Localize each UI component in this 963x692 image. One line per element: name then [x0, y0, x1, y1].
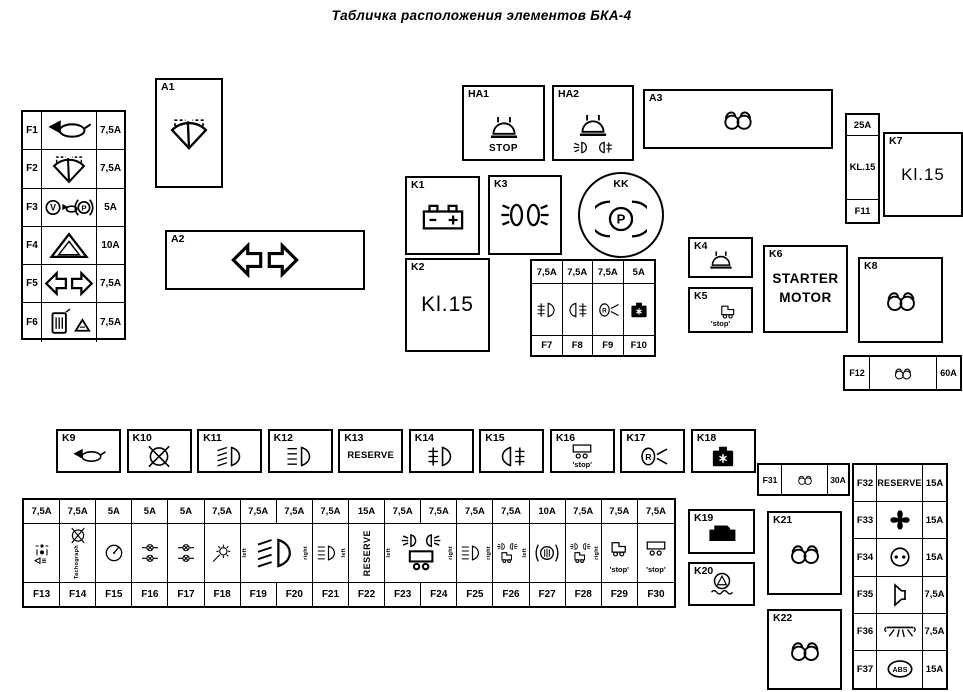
fuse-id-f21: F21 [313, 583, 349, 606]
gauge-icon [98, 530, 130, 576]
fuse-rating-f14: 7,5A [60, 500, 96, 524]
module-a3-label: A3 [649, 92, 663, 104]
fuse-rating-f27: 10A [530, 500, 566, 524]
fuse-icon-cell [241, 524, 313, 583]
fuse-id-f28: F28 [566, 583, 602, 606]
fuse-rating-f7: 7,5A [532, 261, 563, 284]
tacho-circle-icon [63, 527, 93, 544]
retarder-icon [531, 530, 563, 576]
stop-sublabel: 'stop' [646, 565, 666, 575]
module-k21 [767, 511, 842, 595]
relay-k14-label: K14 [414, 432, 434, 444]
fuse-rating-f8: 7,5A [563, 261, 594, 284]
cabin-light-icon [880, 618, 920, 646]
fuse-icon-cell [205, 524, 241, 583]
fuse-rating-f35: 7,5A [923, 577, 946, 614]
fuse-table-f1-f6 [21, 110, 126, 340]
fuse-id-f20: F20 [277, 583, 313, 606]
turn-arrows-icon [215, 237, 315, 283]
right-side-label: right [594, 546, 601, 560]
module-k2 [405, 258, 490, 352]
module-k1-label: K1 [411, 179, 425, 191]
low-beam-icon [209, 444, 251, 469]
battery-icon [416, 198, 470, 234]
crossed-circle-icon [138, 444, 180, 469]
relay-k9 [56, 429, 121, 473]
relay-row-k9-k18 [56, 429, 756, 473]
module-k3 [488, 175, 562, 255]
fuse-id-f30: F30 [647, 589, 665, 600]
turn-arrows-icon [44, 267, 94, 300]
relay-k14 [409, 429, 474, 473]
module-ha2 [552, 85, 634, 161]
fuse-icon-cell [24, 524, 60, 583]
fuse-icon-cell [457, 524, 493, 583]
fuse-id-f2: F2 [23, 150, 42, 188]
fuse-icon-cell [638, 524, 674, 583]
fuse-icon-cell-f10 [624, 284, 655, 336]
reverse-horn-icon [632, 444, 674, 469]
relay-k16 [550, 429, 615, 473]
module-k3-label: K3 [494, 178, 508, 190]
svg-text:P: P [81, 203, 87, 213]
fuse-icon-cell-f33 [877, 502, 923, 539]
fuse-id-f18: F18 [205, 583, 241, 606]
coil-icon [782, 634, 828, 666]
tachograph-label: Tachograph [73, 544, 80, 580]
kl15-text: Kl.15 [901, 164, 945, 184]
fuse-rating-f10: 5A [624, 261, 655, 284]
low-beam-icon [249, 529, 303, 577]
fog-lights-pair-icon [570, 141, 616, 154]
heater-warn-icon [44, 306, 94, 339]
fuse-icon-cell [602, 524, 638, 583]
high-beam-icon [279, 444, 321, 469]
strip-kl15-label: KL.15 [847, 136, 878, 200]
fuse-id-f1: F1 [23, 112, 42, 150]
fuse-id-f36: F36 [854, 614, 877, 651]
module-k7 [883, 132, 963, 217]
svg-text:P: P [616, 211, 626, 227]
fuse-rating-f19: 7,5A [241, 500, 277, 524]
relay-k18-label: K18 [696, 432, 717, 444]
kl15-text: Kl.15 [421, 293, 474, 316]
fuse-icon-cell-f35 [877, 577, 923, 614]
fuse-icon-cell-f6 [42, 303, 97, 341]
fuse-id-f37: F37 [854, 651, 877, 688]
fuse-id-f5: F5 [23, 265, 42, 303]
fuse-rating-f25: 7,5A [457, 500, 493, 524]
svg-text:V: V [50, 202, 56, 213]
stop-sublabel: 'stop' [710, 318, 731, 328]
fuse-rating-f34: 15A [923, 539, 946, 576]
reserve-text: RESERVE [347, 450, 394, 461]
fuse-rating-f15: 5A [96, 500, 132, 524]
lamp-pair-icon [134, 530, 166, 576]
left-side-label: left [386, 548, 393, 558]
trailer-lights-icon [394, 529, 448, 577]
fuse-rating-f37: 15A [925, 663, 944, 675]
wiper-icon [44, 152, 94, 185]
fuse-id-f10: F10 [630, 340, 647, 351]
fuse-id-f31: F31 [759, 465, 782, 494]
fuse-id-f3: F3 [23, 189, 42, 227]
fuse-id-f8: F8 [563, 336, 594, 355]
fuse-rating-f18: 7,5A [205, 500, 241, 524]
fuse-icon-cell [132, 524, 168, 583]
abs-icon [880, 655, 920, 683]
fuse-icon-cell [493, 524, 529, 583]
fuse-icon-cell-f36 [877, 614, 923, 651]
marker-lights-icon [26, 530, 58, 576]
fuse-rating-f4: 10A [97, 227, 124, 265]
module-k19-label: K19 [694, 512, 714, 524]
right-side-label: left [341, 548, 348, 558]
icon-with-sublabel [604, 531, 634, 574]
relay-k12 [268, 429, 333, 473]
fuse-rating-f1: 7,5A [97, 112, 124, 150]
fuse-id-f17: F17 [168, 583, 204, 606]
volt-horn-pbrake-icon [44, 191, 94, 224]
module-k6 [763, 245, 848, 333]
module-ha1-label: HA1 [468, 88, 490, 100]
svg-text:R: R [601, 307, 607, 315]
truck-icon [604, 531, 634, 565]
fuse-id-f13: F13 [24, 583, 60, 606]
fuse-rating-f2: 7,5A [97, 150, 124, 188]
fuse-id-f19: F19 [241, 583, 277, 606]
stop-sublabel: 'stop' [572, 459, 593, 469]
fuse-icon-cell-f8 [563, 284, 594, 336]
svg-text:ABS: ABS [892, 666, 907, 675]
fuse-rating-f31: 30A [830, 474, 846, 485]
parking-brake-icon [595, 198, 647, 240]
fuse-rating-f26: 7,5A [493, 500, 529, 524]
fuse-rating-f3: 5A [97, 189, 124, 227]
module-kk-label: KK [613, 178, 629, 190]
fuse-rating-f12: 60A [940, 368, 957, 378]
rear-fog-icon [563, 290, 591, 330]
front-fog-icon [420, 444, 462, 469]
fuse-id-f27: F27 [530, 583, 566, 606]
fuse-rating-f21: 7,5A [313, 500, 349, 524]
fuse-id-f35: F35 [854, 577, 877, 614]
fuse-icon-cell [530, 524, 566, 583]
relay-k13-label: K13 [344, 432, 364, 444]
truck-lights-icon [566, 530, 595, 576]
high-beam-icon [457, 530, 486, 576]
fuse-rating-f32: 15A [923, 465, 946, 502]
fuse-icon-cell [566, 524, 602, 583]
module-k22-label: K22 [773, 612, 793, 624]
strip-rating: 25A [847, 115, 878, 136]
truck-icon [713, 302, 743, 320]
fuse-table-f32-f37 [852, 463, 948, 690]
fuse-icon-cell-f5 [42, 265, 97, 303]
relay-k15 [479, 429, 544, 473]
relay-k12-label: K12 [273, 432, 293, 444]
reserve-vertical-text: RESERVE [361, 529, 372, 577]
wiper-icon [161, 112, 217, 154]
speaker-icon [880, 581, 920, 609]
fuse-row-f12 [843, 355, 962, 391]
fuse-rating-f9: 7,5A [593, 261, 624, 284]
fuse-rating-f23: 7,5A [385, 500, 421, 524]
fuse-rating-f20: 7,5A [277, 500, 313, 524]
fuse-rating-f33: 15A [923, 502, 946, 539]
right-side-label: right [447, 546, 454, 560]
module-k8 [858, 257, 943, 343]
fuse-id-f32: F32 [854, 465, 877, 502]
module-kk [578, 172, 664, 258]
svg-text:R: R [645, 452, 652, 463]
high-beam-icon [313, 530, 342, 576]
fuse-id-f6: F6 [23, 303, 42, 341]
fuse-icon-cell-f2 [42, 150, 97, 188]
fuse-rating-f24: 7,5A [421, 500, 457, 524]
stop-sublabel: 'stop' [609, 565, 630, 575]
module-a2-label: A2 [171, 233, 185, 245]
module-k7-label: K7 [889, 135, 903, 147]
module-k8-label: K8 [864, 260, 878, 272]
module-k4-label: K4 [694, 240, 708, 252]
fuse-rating-f16: 5A [132, 500, 168, 524]
fuse-table-f7-f10 [530, 259, 656, 357]
relay-k18 [691, 429, 756, 473]
module-k21-label: K21 [773, 514, 793, 526]
battery-switch-icon [702, 444, 744, 469]
module-ha1 [462, 85, 545, 161]
fuse-icon-cell [385, 524, 457, 583]
relay-k11 [197, 429, 262, 473]
module-k5 [688, 287, 753, 333]
fuse-id-f29: F29 [602, 583, 638, 606]
fuse-row-f31 [757, 463, 850, 496]
coil-icon-cell [782, 465, 828, 494]
fuse-icon-cell-f1 [42, 112, 97, 150]
module-k2-label: K2 [411, 261, 425, 273]
relay-k16-label: K16 [555, 432, 576, 444]
warning-triangle-icon [44, 229, 94, 262]
fuse-id-f24: F24 [421, 583, 457, 606]
fuse-rating-f5: 7,5A [97, 265, 124, 303]
fuse-icon-cell-f4 [42, 227, 97, 265]
module-k19 [688, 509, 755, 554]
coil-icon [715, 104, 761, 134]
right-side-label: left [522, 548, 529, 558]
horn-icon [44, 114, 94, 147]
relay-k10 [127, 429, 192, 473]
fuse-icon-cell [60, 524, 96, 583]
fuse-rating-f28: 7,5A [566, 500, 602, 524]
truck-lights-icon [493, 530, 522, 576]
coil-icon-cell [870, 357, 937, 389]
fuse-rating-f6: 7,5A [99, 317, 122, 329]
socket-icon [880, 543, 920, 571]
fuse-id-f4: F4 [23, 227, 42, 265]
reverse-horn-icon [594, 290, 622, 330]
position-lamps-icon [496, 197, 554, 233]
fuse-rating-f29: 7,5A [602, 500, 638, 524]
coil-icon [782, 537, 828, 569]
fuse-id-f22: F22 [349, 583, 385, 606]
stop-label: STOP [488, 143, 519, 154]
tachograph-cell [63, 527, 93, 579]
coil-icon [888, 364, 918, 382]
fuse-rating-f36: 7,5A [923, 614, 946, 651]
buzzer-icon [572, 112, 614, 139]
relay-k9-label: K9 [62, 432, 76, 444]
module-k1 [405, 176, 480, 255]
relay-k13 [338, 429, 403, 473]
relay-k10-label: K10 [132, 432, 152, 444]
fuse-icon-cell [313, 524, 349, 583]
fuse-icon-cell-f34 [877, 539, 923, 576]
icon-with-sublabel [641, 531, 671, 574]
fuse-table-f13-f30 [22, 498, 676, 608]
fan-icon [880, 506, 920, 534]
module-ha2-label: HA2 [558, 88, 580, 100]
fuse-icon-cell-f3 [42, 189, 97, 227]
relay-k17 [620, 429, 685, 473]
module-k20 [688, 562, 755, 606]
fuse-strip-f11 [845, 113, 880, 224]
fuse-id-f33: F33 [854, 502, 877, 539]
fuse-icon-cell-f37 [877, 651, 923, 688]
fuse-id-f25: F25 [457, 583, 493, 606]
fuse-id-f23: F23 [385, 583, 421, 606]
module-a1 [155, 78, 223, 188]
relay-k17-label: K17 [626, 432, 646, 444]
fuse-rating-f22: 15A [349, 500, 385, 524]
fuse-id-f11: F11 [854, 205, 871, 217]
fuse-icon-cell [168, 524, 204, 583]
relay-k11-label: K11 [203, 432, 222, 444]
reserve-text: RESERVE [877, 478, 922, 489]
fuse-icon-cell-f32 [877, 465, 923, 502]
coil-icon [792, 472, 818, 487]
starter-motor-text: STARTER MOTOR [772, 271, 839, 305]
horn-icon [68, 444, 110, 469]
buzzer-icon [483, 114, 525, 141]
module-k20-label: K20 [694, 565, 714, 577]
fuse-id-f9: F9 [593, 336, 624, 355]
fuse-id-f15: F15 [96, 583, 132, 606]
relay-k15-label: K15 [485, 432, 505, 444]
coil-icon [878, 284, 924, 316]
module-a2 [165, 230, 365, 290]
fuse-id-f16: F16 [132, 583, 168, 606]
left-side-label: left [241, 548, 248, 558]
illumination-icon [206, 530, 238, 576]
fuse-icon-cell-f7 [532, 284, 563, 336]
module-k22 [767, 609, 842, 690]
lamp-pair-icon [170, 530, 202, 576]
fuse-id-f34: F34 [854, 539, 877, 576]
rear-fog-icon [491, 444, 533, 469]
trailer-icon [641, 531, 671, 565]
module-a3 [643, 89, 833, 149]
fuse-id-f7: F7 [532, 336, 563, 355]
front-fog-icon [533, 290, 561, 330]
module-k6-label: K6 [769, 248, 783, 260]
battery-switch-icon [625, 290, 653, 330]
module-k5-label: K5 [694, 290, 708, 302]
buzzer-icon [704, 249, 738, 271]
module-k4 [688, 237, 753, 278]
fuse-icon-cell [349, 524, 385, 583]
diagram-title: Табличка расположения элементов БКА-4 [331, 8, 632, 23]
right-side-label: right [485, 546, 492, 560]
right-side-label: right [303, 546, 310, 560]
fuse-rating-f13: 7,5A [24, 500, 60, 524]
fuse-rating-f17: 5A [168, 500, 204, 524]
module-a1-label: A1 [161, 81, 175, 93]
fuse-id-f12: F12 [845, 357, 870, 389]
fuse-rating-f30: 7,5A [638, 500, 674, 524]
fuse-icon-cell-f9 [593, 284, 624, 336]
fuse-id-f14: F14 [60, 583, 96, 606]
fuse-icon-cell [96, 524, 132, 583]
fuse-id-f26: F26 [493, 583, 529, 606]
